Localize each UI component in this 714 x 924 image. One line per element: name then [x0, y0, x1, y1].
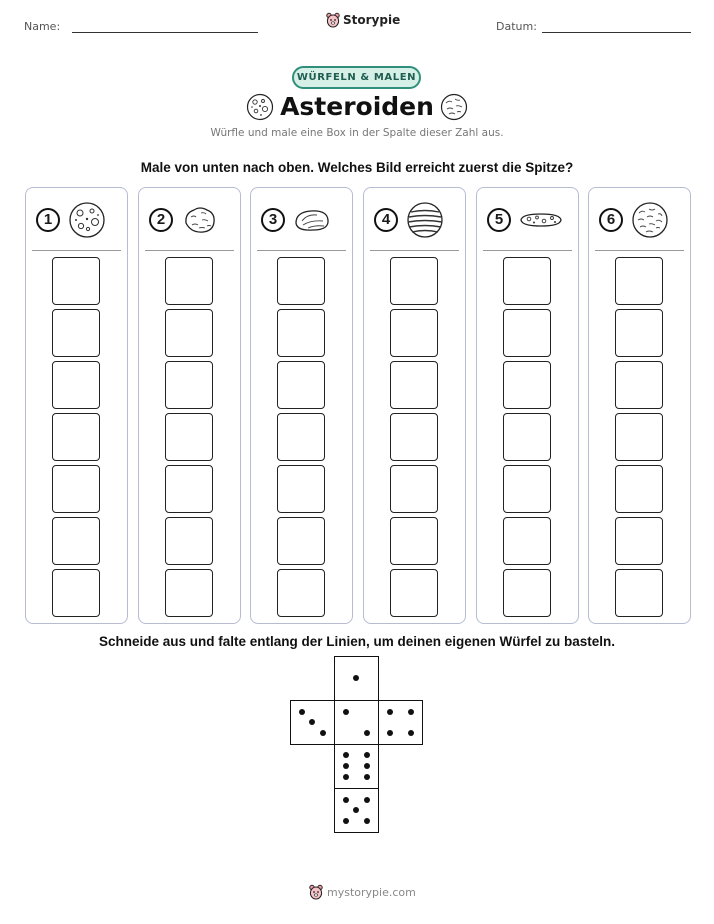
pip — [343, 752, 349, 758]
color-box[interactable] — [277, 465, 325, 513]
color-box[interactable] — [52, 257, 100, 305]
date-label: Datum: — [496, 20, 537, 33]
cratered-asteroid-icon — [68, 201, 106, 239]
color-box[interactable] — [52, 569, 100, 617]
color-box[interactable] — [52, 465, 100, 513]
color-box[interactable] — [390, 257, 438, 305]
color-box[interactable] — [52, 517, 100, 565]
color-box[interactable] — [165, 413, 213, 461]
color-box[interactable] — [615, 309, 663, 357]
round-rocky-asteroid-icon — [631, 201, 669, 239]
color-box[interactable] — [165, 569, 213, 617]
page-subtitle: Würfle und male eine Box in der Spalte dieser Zahl aus. — [210, 127, 504, 139]
pip — [364, 797, 370, 803]
storypie-mascot-icon — [326, 12, 340, 28]
pip — [343, 709, 349, 715]
die-face-3 — [290, 700, 335, 745]
die-face-5 — [334, 788, 379, 833]
color-box[interactable] — [615, 361, 663, 409]
die-face-4 — [378, 700, 423, 745]
color-box[interactable] — [615, 413, 663, 461]
color-box[interactable] — [165, 517, 213, 565]
color-box[interactable] — [277, 569, 325, 617]
color-box[interactable] — [503, 361, 551, 409]
color-box[interactable] — [615, 569, 663, 617]
column-divider — [257, 250, 346, 251]
column-4 — [363, 187, 466, 624]
color-box[interactable] — [277, 361, 325, 409]
column-number: 4 — [374, 208, 398, 232]
pip — [343, 797, 349, 803]
color-box[interactable] — [390, 465, 438, 513]
pip — [309, 719, 315, 725]
color-box[interactable] — [52, 413, 100, 461]
striped-planet-icon — [406, 201, 444, 239]
column-6 — [588, 187, 691, 624]
column-2 — [138, 187, 241, 624]
column-divider — [595, 250, 684, 251]
column-5 — [476, 187, 579, 624]
column-number: 2 — [149, 208, 173, 232]
date-line — [542, 32, 691, 33]
color-box[interactable] — [165, 309, 213, 357]
color-box[interactable] — [277, 257, 325, 305]
color-box[interactable] — [390, 361, 438, 409]
lumpy-asteroid-icon — [181, 201, 219, 239]
pip — [343, 774, 349, 780]
column-number: 5 — [487, 208, 511, 232]
pip — [320, 730, 326, 736]
column-number: 6 — [599, 208, 623, 232]
brand-logo — [326, 12, 400, 28]
die-face-2 — [334, 700, 379, 745]
pip — [408, 709, 414, 715]
color-box[interactable] — [165, 465, 213, 513]
name-label: Name: — [24, 20, 61, 33]
flat-asteroid-icon — [519, 201, 563, 239]
cutout-instruction: Schneide aus und falte entlang der Linien, um deinen eigenen Würfel zu basteln. — [98, 634, 616, 649]
column-number: 3 — [261, 208, 285, 232]
color-box[interactable] — [165, 361, 213, 409]
color-box[interactable] — [277, 517, 325, 565]
footer-url: mystorypie.com — [327, 885, 416, 899]
pip — [408, 730, 414, 736]
color-box[interactable] — [52, 309, 100, 357]
color-box[interactable] — [390, 309, 438, 357]
color-box[interactable] — [277, 413, 325, 461]
pip — [364, 730, 370, 736]
die-face-6 — [334, 744, 379, 789]
pip — [299, 709, 305, 715]
column-1 — [25, 187, 128, 624]
pip — [364, 774, 370, 780]
coloring-instruction: Male von unten nach oben. Welches Bild erreicht zuerst die Spitze? — [140, 160, 574, 175]
column-divider — [145, 250, 234, 251]
color-box[interactable] — [503, 257, 551, 305]
pip — [343, 818, 349, 824]
pip — [343, 763, 349, 769]
column-divider — [32, 250, 121, 251]
pip — [353, 675, 359, 681]
color-box[interactable] — [277, 309, 325, 357]
column-3 — [250, 187, 353, 624]
footer — [309, 884, 416, 900]
color-box[interactable] — [615, 517, 663, 565]
brand-name: Storypie — [343, 13, 401, 27]
storypie-mascot-icon — [309, 884, 323, 900]
pip — [364, 763, 370, 769]
die-face-1 — [334, 656, 379, 701]
color-box[interactable] — [52, 361, 100, 409]
color-box[interactable] — [615, 465, 663, 513]
pip — [364, 752, 370, 758]
column-divider — [370, 250, 459, 251]
color-box[interactable] — [390, 413, 438, 461]
activity-badge: WÜRFELN & MALEN — [292, 66, 421, 89]
color-box[interactable] — [503, 569, 551, 617]
column-number: 1 — [36, 208, 60, 232]
pip — [353, 807, 359, 813]
color-box[interactable] — [390, 517, 438, 565]
asteroid-right-icon — [440, 93, 468, 121]
page-title: Asteroiden — [280, 92, 434, 121]
name-line — [72, 32, 258, 33]
color-box[interactable] — [503, 465, 551, 513]
color-box[interactable] — [503, 413, 551, 461]
oval-asteroid-icon — [293, 201, 331, 239]
pip — [364, 818, 370, 824]
color-box[interactable] — [615, 257, 663, 305]
color-box[interactable] — [503, 517, 551, 565]
color-box[interactable] — [165, 257, 213, 305]
color-box[interactable] — [503, 309, 551, 357]
pip — [387, 709, 393, 715]
pip — [387, 730, 393, 736]
column-divider — [483, 250, 572, 251]
color-box[interactable] — [390, 569, 438, 617]
